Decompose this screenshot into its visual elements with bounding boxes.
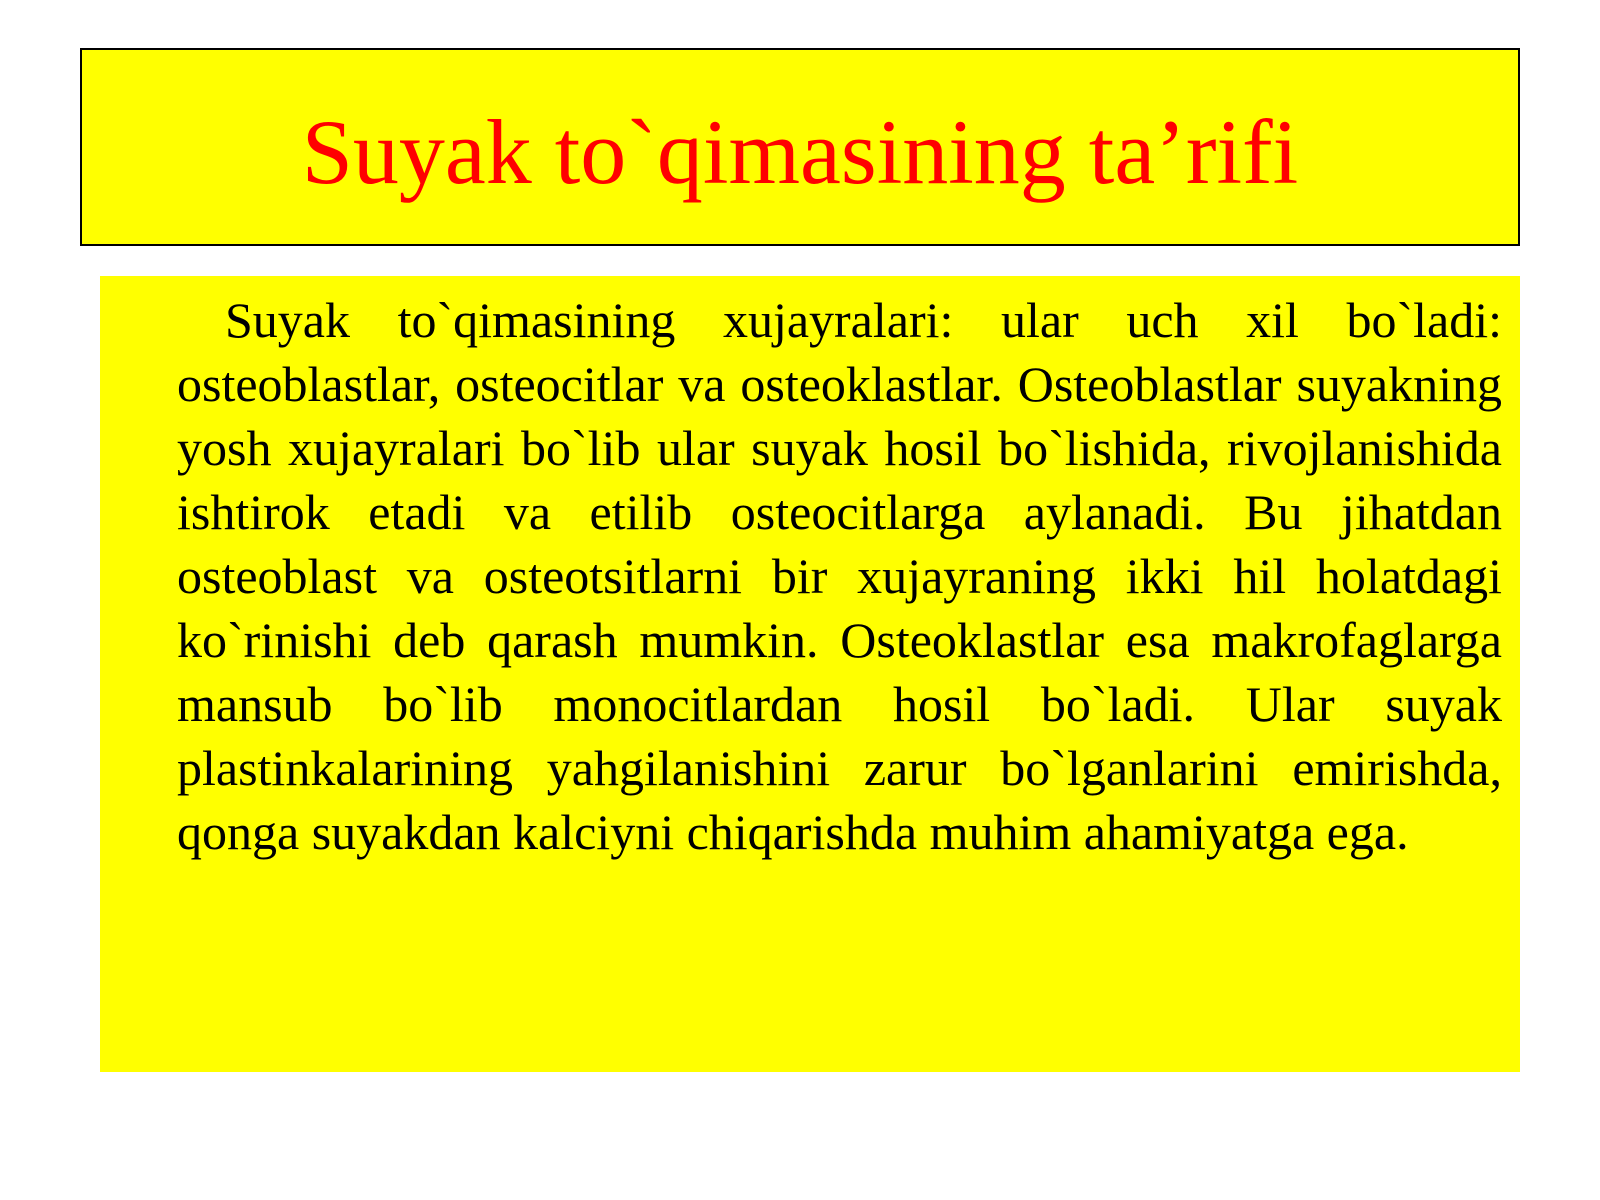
body-paragraph: Suyak to`qimasining xujayralari: ular uch xil bo`ladi: osteoblastlar, osteocitlar va osteoklastlar. Osteoblastlar suyakning yosh xujayralari bo`lib ular suyak hosil bo`lishida, rivojlanishida ishtirok etadi va etilib osteocitlarga aylanadi. Bu jihatdan osteoblast va osteotsitlarni bir xujayraning ikki hil holatdagi ko`rinishi deb qarash mumkin. Osteoklastlar esa makrofaglarga mansub bo`lib monocitlardan hosil bo`ladi. Ular suyak plastinkalarining yahgilanishini zarur bo`lganlarini emirishda, qonga suyakdan kalciyni chiqarishda muhim ahamiyatga ega. xyxy=(177,292,1502,860)
slide-title: Suyak to`qimasining ta’rifi xyxy=(301,101,1299,203)
title-box xyxy=(80,48,1520,246)
body-text-box xyxy=(100,276,1520,1072)
